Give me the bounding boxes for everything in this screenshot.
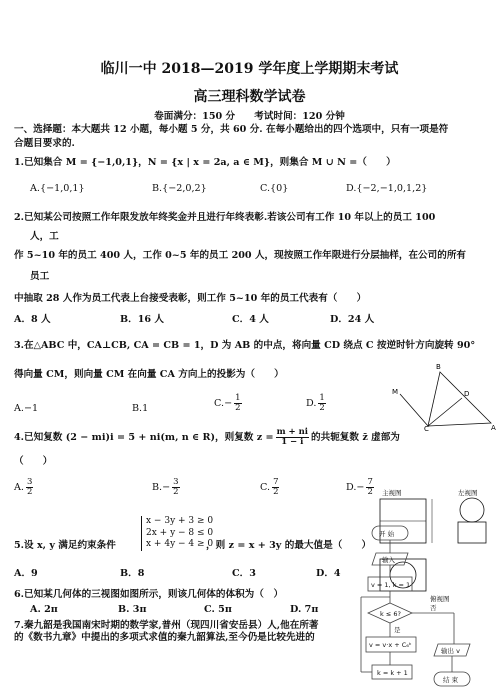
q4-option-fraction bbox=[26, 478, 33, 497]
q4-denominator: 1 − i bbox=[281, 437, 304, 447]
q4-option-sign: − bbox=[162, 482, 171, 493]
q3-triangle-figure bbox=[388, 360, 498, 432]
q4-line2: （ ） bbox=[14, 456, 53, 467]
q3-option-c-label: C. bbox=[214, 398, 225, 409]
q3-option-b: B.1 bbox=[132, 403, 149, 414]
q4-option-label: A. bbox=[14, 482, 24, 493]
flow-output-text: 输出 v bbox=[441, 647, 460, 655]
q3-option-c bbox=[214, 394, 244, 413]
q4-option-numerator: 7 bbox=[367, 477, 373, 487]
label-c: C bbox=[424, 425, 429, 432]
q4-fraction bbox=[276, 428, 309, 447]
q1-option-b: B.{−2,0,2} bbox=[152, 183, 207, 194]
top-view-label: 俯视图 bbox=[430, 595, 450, 603]
q4-option-denominator: 2 bbox=[26, 487, 33, 497]
q2-line1: 2.已知某公司按照工作年限发放年终奖金并且进行年终表彰.若该公司有工作 10 年以上的员工 100 bbox=[14, 212, 436, 223]
q3-option-c-fraction bbox=[234, 394, 241, 413]
q6-option-a: A. 2π bbox=[30, 604, 58, 615]
q3-option-a: A.−1 bbox=[14, 403, 39, 414]
q4-option-label: C. bbox=[260, 482, 271, 493]
section-heading-line2: 合题目要求的. bbox=[14, 138, 75, 149]
q4-option-denominator: 2 bbox=[367, 487, 373, 497]
q6-option-b: B. 3π bbox=[118, 604, 147, 615]
q3-line1: 3.在△ABC 中，CA⊥CB, CA = CB = 1，D 为 AB 的中点，将向量 CD 绕点 C 按逆时针方向旋转 90° bbox=[14, 340, 476, 351]
flow-no-label: 否 bbox=[430, 604, 437, 612]
q4-option-fraction bbox=[172, 478, 179, 497]
q2-option-c: C．4 人 bbox=[232, 314, 269, 325]
label-a: A bbox=[491, 424, 496, 432]
flow-body-text: v = v·x + C₆ᵏ bbox=[369, 641, 412, 649]
flow-yes-label: 是 bbox=[394, 626, 401, 634]
q2-line5: 中抽取 28 人作为员工代表上台接受表彰，则工作 5~10 年的员工代表有（ ） bbox=[14, 293, 367, 304]
q4-line1 bbox=[14, 428, 400, 447]
q3-option-c-sign: − bbox=[224, 398, 233, 409]
section-heading-line1: 一、选择题：本大题共 12 小题，每小题 5 分，共 60 分. 在每小题给出的四个选项中，只有一项是符 bbox=[14, 124, 449, 135]
q5-option-d: D．4 bbox=[316, 568, 341, 579]
q4-option-sign: − bbox=[356, 482, 365, 493]
flow-input-text: 输入 bbox=[382, 556, 395, 564]
q4-option-denominator: 2 bbox=[173, 487, 179, 497]
flow-start-text: 开 始 bbox=[379, 530, 395, 538]
q4-option-denominator: 2 bbox=[273, 487, 279, 497]
q5-constraint-2: 2x + y − 8 ≤ 0 bbox=[146, 527, 214, 538]
q6-stem: 6.已知某几何体的三视图如图所示，则该几何体的体积为（ ） bbox=[14, 589, 284, 600]
label-m: M bbox=[392, 388, 399, 396]
exam-subtitle: 高三理科数学试卷 bbox=[193, 89, 306, 105]
q4-option-label: D. bbox=[346, 482, 357, 493]
flow-incr-text: k = k + 1 bbox=[377, 669, 408, 677]
q5-tail: ，则 z = x + 3y 的最大值是（ ） bbox=[206, 540, 372, 551]
q2-line2: 人，工 bbox=[30, 231, 59, 242]
flow-cond-text: k ≤ 6? bbox=[380, 610, 401, 618]
exam-info: 卷面满分：150 分 考试时间：120 分钟 bbox=[154, 111, 345, 122]
q4-option-c bbox=[260, 478, 281, 497]
label-b: B bbox=[436, 363, 441, 371]
q2-line4: 员工 bbox=[30, 271, 50, 282]
q4-numerator: m + ni bbox=[276, 427, 309, 437]
q2-option-d: D．24 人 bbox=[330, 314, 375, 325]
q7-line2: 的《数书九章》中提出的多项式求值的秦九韶算法,至今仍是比较先进的 bbox=[14, 632, 315, 643]
q3-d-numerator: 1 bbox=[319, 393, 325, 403]
q3-c-denominator: 2 bbox=[235, 403, 241, 413]
q5-option-c: C．3 bbox=[232, 568, 256, 579]
q5-constraint-1: x − 3y + 3 ≥ 0 bbox=[146, 516, 214, 526]
q3-c-numerator: 1 bbox=[235, 393, 241, 403]
q5-constraint-system bbox=[141, 516, 213, 551]
front-view-label: 主视图 bbox=[382, 489, 402, 497]
q1-option-d: D.{−2,−1,0,1,2} bbox=[346, 183, 428, 194]
segment-cm bbox=[400, 394, 428, 426]
q1-option-a: A.{−1,0,1} bbox=[30, 183, 85, 194]
q5-lead: 5.设 x, y 满足约束条件 bbox=[14, 540, 116, 551]
q7-line1: 7.秦九韶是我国南宋时期的数学家,普州（现四川省安岳县）人,他在所著 bbox=[14, 620, 319, 631]
q4-option-fraction bbox=[272, 478, 279, 497]
flowchart-figure bbox=[358, 524, 498, 691]
q1-stem: 1.已知集合 M = {−1,0,1}，N = {x | x = 2a, a ∈ M}，则集合 M ∪ N =（ ） bbox=[14, 157, 396, 168]
q4-line1-end: 的共轭复数 z̄ 虚部为 bbox=[311, 432, 400, 443]
q4-option-numerator: 3 bbox=[26, 477, 33, 487]
q4-line1-start: 4.已知复数 (2 − mi)i = 5 + ni(m, n ∈ R)，则复数 z = bbox=[14, 432, 274, 443]
q4-option-b bbox=[152, 478, 182, 497]
q3-option-d-fraction bbox=[318, 394, 325, 413]
q5-constraint-3: x + 4y − 4 ≥ 0 bbox=[146, 539, 214, 549]
q4-option-label: B. bbox=[152, 482, 163, 493]
q2-line3: 作 5~10 年的员工 400 人，工作 0~5 年的员工 200 人，现按照工作年限进行分层抽样，在公司的所有 bbox=[14, 250, 467, 261]
q4-option-numerator: 7 bbox=[273, 477, 279, 487]
q6-option-c: C. 5π bbox=[204, 604, 232, 615]
flow-assign-text: v = 1, k = 1 bbox=[371, 581, 411, 589]
q2-option-a: A．8 人 bbox=[14, 314, 51, 325]
label-d: D bbox=[464, 390, 470, 398]
q5-option-a: A．9 bbox=[14, 568, 38, 579]
q4-option-numerator: 3 bbox=[173, 477, 179, 487]
exam-title: 临川一中 2018—2019 学年度上学期期末考试 bbox=[100, 61, 399, 77]
q5-option-b: B．8 bbox=[120, 568, 145, 579]
q2-option-b: B．16 人 bbox=[120, 314, 164, 325]
q3-option-d bbox=[306, 394, 328, 413]
q1-option-c: C.{0} bbox=[260, 183, 289, 194]
q3-d-denominator: 2 bbox=[319, 403, 325, 413]
q6-option-d: D. 7π bbox=[290, 604, 319, 615]
side-view-circle bbox=[460, 498, 484, 522]
q3-option-d-label: D. bbox=[306, 398, 317, 409]
flow-end-text: 结 束 bbox=[443, 676, 459, 684]
side-view-label: 左视图 bbox=[458, 489, 478, 497]
q4-option-a bbox=[14, 478, 35, 497]
q3-line2: 得向量 CM，则向量 CM 在向量 CA 方向上的投影为（ ） bbox=[14, 369, 284, 380]
